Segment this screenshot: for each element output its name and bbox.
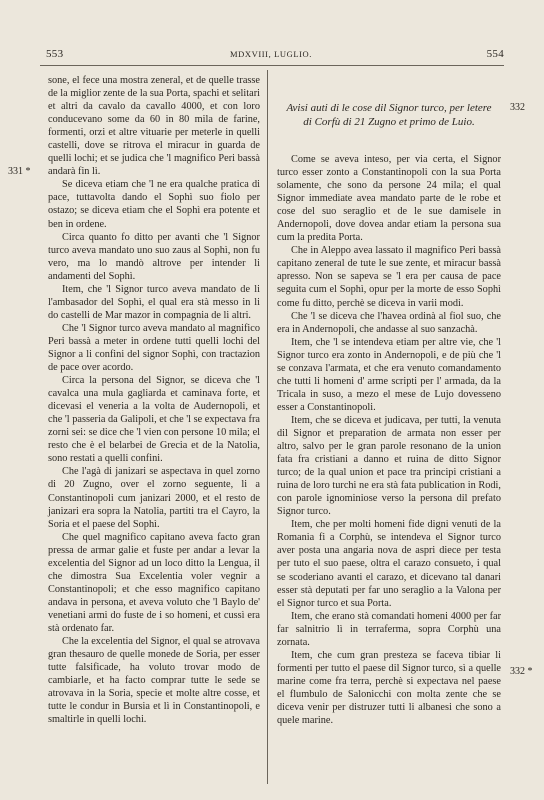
paragraph: Che quel magnifico capitano aveva facto gran pressa de armar galie et fuste per andar a levar la excelentia del Signor ad un loco ditto la Lengua, il che dimostra Sua Excelentia voler vegnir a Constantinopoli; et che esso magnifico capitano andava in persona, et aveva voluto che 'l Baylo de' venetiani armi do fuste de i so homeni, et cussì era stà ordenato far. [48, 531, 260, 634]
margin-note-332: 332 [510, 102, 525, 113]
paragraph: Item, che se diceva et judicava, per tutti, la venuta dil Signor et preparation de armata non esser per altro, salvo per le gran parole resonano de la union fata fra cristiani a danno et ruina de ditto Signor turco; de la qual union et pace tra principi cristiani a ruina de loro turchi ne era stà fata publication in Rodi, con parole ignominiose verso la persona dil prefato Signor turco. [277, 414, 501, 518]
margin-note-331: 331 * [8, 166, 31, 177]
margin-note-332-star: 332 * [510, 666, 533, 677]
section-title: Avisi auti di le cose dil Signor turco, per letere di Corfù di 21 Zugno et primo de Luio. [286, 102, 492, 128]
paragraph: Item, che erano stà comandati homeni 4000 per far far salnitrio lì in terraferma, sopra Corphù una zornata. [277, 610, 501, 648]
paragraph: Come se aveva inteso, per via certa, el Signor turco esser zonto a Constantinopoli con la sua Porta solamente, che sono da persone 24 mila; el qual Signor immediate avea mandato parte de le robe et cose del suo seraglio et de le sue damisele in Andernopoli, dove dovea andar etiam la persona sua cum la predita Porta. [277, 154, 501, 244]
paragraph: Circa quanto fo ditto per avanti che 'l Signor turco aveva mandato uno suo zaus al Sophì, non fu vero, ma lo mandò altrove per intender li andamenti del Sophì. [48, 231, 260, 282]
paragraph: Circa la persona del Signor, se diceva che 'l cavalca una mula gagliarda et caminava forte, et dicevasi el veneria a la volta de Audernopoli, et che 'l passeria da Galipoli, et che 'l se expectava fra zorni sei: se dice che 'l vien con persone 10 mila; el resto che è el belarbei de Grecia et de la Natolia, sono restati a quelli confini. [48, 375, 261, 465]
left-column [48, 74, 260, 726]
page-number-right: 554 [486, 48, 504, 60]
paragraph: Item, che 'l Signor turco aveva mandato de li l'ambasador del Sophì, el qual era stà messo in li do castelli de Mar mazor in compagnia de li altri. [48, 283, 260, 321]
paragraph: Item, che 'l se intendeva etiam per altre vie, che 'l Signor turco era zonto in Andernopoli, e de più che 'l se conzava l'armata, et che era venuto comandamento che tutti li homeni d' arme scripti per l' armada, da la Tricala in suso, a mezo el mese de Lujo dovesseno esser a Constantinopoli. [277, 336, 501, 413]
paragraph: Che l'agà di janizari se aspectava in quel zorno di 20 Zugno, over el zorno seguente, li a Constantinopoli cum janizari 2000, et el resto de janizari era sopra la Natolia, partiti tra el Cayro, la Soria et el paese del Sophì. [48, 466, 260, 530]
paragraph: Che 'l se diceva che l'havea ordinà al fiol suo, che era in Andernopoli, che andasse al suo sanzachà. [277, 310, 501, 335]
header-rule [40, 65, 504, 66]
paragraph: Se diceva etiam che 'l ne era qualche pratica di pace, tuttavolta dando el Sophì suo fiolo per ostazo; se diceva etiam che el Sophì era potente et ben in ordene. [48, 179, 260, 230]
paragraph: Che in Aleppo avea lassato il magnifico Peri bassà capitano zeneral de tute le sue zente, et miracur bassà apresso. Non se sapeva se 'l era per causa de pace seguita cum el Sophì, opur per la morte de esso Sophì come fu ditto, perchè se diceva in varii modi. [277, 245, 501, 309]
paragraph: sone, el fece una mostra zeneral, et de quelle trasse de la miglior zente de la sua Porta, spachi et selitari et altri da cavalo da cavallo 4000, et con loro conducevano some da 60 in 80 mila de farine, formenti, orzi et altre vituarie per meterle in quelli castelli, dove se ritrova el miracur in guarda de quelli lochi; et se judica che 'l magnifico Peri bassà andarà fin lì. [48, 75, 260, 178]
right-column [277, 101, 501, 727]
paragraph: Item, che per molti homeni fide digni venuti de la Romania fi a Corphù, se intendeva el Signor turco aver posta una angaria nova de aspri diece per testa per tuto el suo paese, oltra el carazo consueto, i qual se scoderiano avanti el carazo, et dicevano tal danari esser stà deputati per far uno seraglio a la Valona per el Signor turco et sua Porta. [277, 519, 501, 609]
paragraph: Che la excelentia del Signor, el qual se atrovava gran thesauro de quelle monede de Soria, per esser tutte falsificade, ha voluto trovar modo de cambiarle, et ha facto comprar tutte le sede se atrovava in la Soria, specie et molte altre cosse, et tutte le condur in Bursia et lì in Constantinopoli, e smaltirle in quelli lochi. [48, 636, 260, 726]
paragraph: Che 'l Signor turco aveva mandato al magnifico Peri bassà a meter in ordene tutti quelli lochi del Signor a li confini del signor Sophì, con tractazion de pace over acordo. [48, 322, 260, 374]
page-number-left: 553 [46, 48, 64, 60]
running-title: MDXVIII, LUGLIO. [229, 49, 313, 59]
page-header [38, 48, 504, 64]
column-divider [267, 70, 268, 784]
paragraph: Item, che cum gran presteza se faceva tibiar li formenti per tutto el paese dil Signor turco, sì a quelle marine come fra terra, perchè si expectava nel paese el flumbulo de Salonicchi con molta zente che se diceva venir per distruzer tutti li albanesi che sono a quele marine. [277, 649, 501, 727]
